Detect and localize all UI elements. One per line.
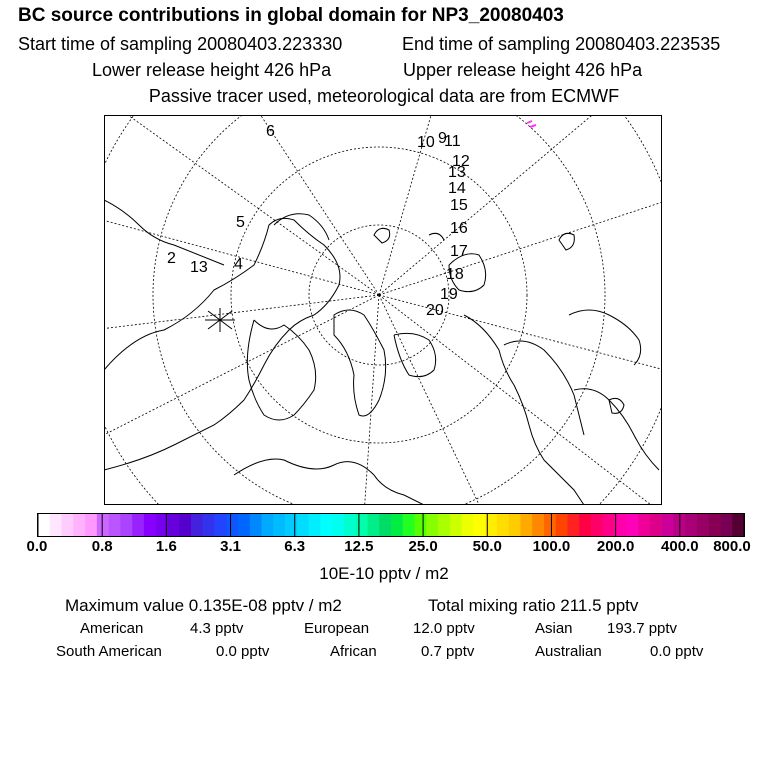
color-scale-swatch xyxy=(250,514,262,536)
color-scale-swatch xyxy=(38,514,50,536)
color-scale-swatch xyxy=(109,514,121,536)
region-african-label: African xyxy=(330,643,377,660)
color-scale-tick-label: 50.0 xyxy=(472,538,502,555)
color-scale-swatch xyxy=(379,514,391,536)
color-scale-swatch xyxy=(650,514,662,536)
color-scale-unit: 10E-10 pptv / m2 xyxy=(319,564,449,583)
color-scale-tick-label: 800.0 xyxy=(713,538,751,555)
map-title: BC source contributions in global domain for NP3_20080403 xyxy=(18,5,564,26)
lower-release-label: Lower release height 426 hPa xyxy=(92,60,332,80)
upper-release-label: Upper release height 426 hPa xyxy=(403,60,643,80)
color-scale-tick-label: 400.0 xyxy=(661,538,699,555)
traj-label-5: 5 xyxy=(236,214,245,231)
color-scale-tick-label: 12.5 xyxy=(344,538,374,555)
region-european-value: 12.0 pptv xyxy=(413,620,475,637)
color-scale-swatch xyxy=(638,514,650,536)
color-scale-swatch xyxy=(532,514,544,536)
traj-label-15: 15 xyxy=(450,197,468,214)
color-scale-swatch xyxy=(732,514,744,536)
traj-label-6: 6 xyxy=(266,123,275,140)
color-scale-tick-label: 0.0 xyxy=(26,538,48,555)
color-scale-swatch xyxy=(415,514,427,536)
traj-label-19: 19 xyxy=(440,286,458,303)
color-scale-swatch xyxy=(568,514,580,536)
color-scale-swatch xyxy=(226,514,238,536)
color-scale-swatch xyxy=(662,514,674,536)
color-scale-swatch xyxy=(297,514,309,536)
region-australian-label: Australian xyxy=(535,643,602,660)
end-time-label: End time of sampling 20080403.223535 xyxy=(402,34,721,54)
color-scale-tick-label: 200.0 xyxy=(596,538,635,555)
color-scale-tick-label: 25.0 xyxy=(408,538,438,555)
source-marker xyxy=(205,308,235,332)
color-scale-swatch xyxy=(544,514,556,536)
color-scale-swatch xyxy=(438,514,450,536)
color-scale-swatch xyxy=(62,514,74,536)
color-scale-swatch xyxy=(697,514,709,536)
color-scale-swatch xyxy=(367,514,379,536)
start-time-label: Start time of sampling 20080403.223330 xyxy=(18,34,343,54)
region-australian-value: 0.0 pptv xyxy=(650,643,704,660)
color-scale-swatch xyxy=(273,514,285,536)
color-scale-swatch xyxy=(144,514,156,536)
color-scale-swatch xyxy=(509,514,521,536)
color-scale-swatch xyxy=(50,514,62,536)
color-scale-swatch xyxy=(356,514,368,536)
color-scale-swatch xyxy=(520,514,532,536)
traj-label-2: 2 xyxy=(167,250,176,267)
color-scale-swatch xyxy=(215,514,227,536)
traj-label-11: 11 xyxy=(444,133,461,150)
color-scale-swatch xyxy=(97,514,109,536)
color-scale-swatch xyxy=(497,514,509,536)
color-scale-swatch xyxy=(320,514,332,536)
traj-label-12: 12 xyxy=(452,153,470,170)
color-scale-bar xyxy=(37,513,745,537)
total-mixing-ratio-label: Total mixing ratio 211.5 pptv xyxy=(428,596,639,615)
region-asian-value: 193.7 pptv xyxy=(607,620,678,637)
region-european-label: European xyxy=(304,620,370,637)
color-scale-swatch xyxy=(626,514,638,536)
color-scale-swatch xyxy=(426,514,438,536)
color-scale-swatch xyxy=(120,514,132,536)
color-scale-swatch xyxy=(462,514,474,536)
traj-label-14: 14 xyxy=(448,180,466,197)
color-scale-swatch xyxy=(167,514,179,536)
color-scale-swatch xyxy=(73,514,85,536)
color-scale-swatch xyxy=(285,514,297,536)
color-scale-swatch xyxy=(720,514,732,536)
color-scale-swatch xyxy=(203,514,215,536)
color-scale-swatch xyxy=(262,514,274,536)
region-south-american-value: 0.0 pptv xyxy=(216,643,270,660)
traj-label-13a: 13 xyxy=(190,259,208,276)
traj-label-9: 9 xyxy=(438,130,447,147)
region-american-label: American xyxy=(80,620,144,637)
passive-tracer-note: Passive tracer used, meteorological data are from ECMWF xyxy=(148,86,620,106)
color-scale-tick-label: 1.6 xyxy=(155,538,177,555)
color-scale-swatch xyxy=(579,514,591,536)
color-scale-swatch xyxy=(332,514,344,536)
color-scale-swatch xyxy=(132,514,144,536)
color-scale-swatch xyxy=(85,514,97,536)
polar-map xyxy=(104,115,662,505)
region-south-american-label: South American xyxy=(56,643,162,660)
color-scale-tick-label: 100.0 xyxy=(532,538,571,555)
color-scale-swatch xyxy=(179,514,191,536)
color-scale-swatch xyxy=(391,514,403,536)
color-scale-swatch xyxy=(685,514,697,536)
color-scale-swatch xyxy=(591,514,603,536)
traj-label-10: 10 xyxy=(417,134,435,151)
traj-label-20: 20 xyxy=(426,302,444,319)
color-scale-tick-label: 6.3 xyxy=(284,538,306,555)
color-scale-swatch xyxy=(238,514,250,536)
color-scale-swatch xyxy=(309,514,321,536)
region-african-value: 0.7 pptv xyxy=(421,643,475,660)
color-scale-swatch xyxy=(191,514,203,536)
color-scale-swatch xyxy=(615,514,627,536)
color-scale-swatch xyxy=(473,514,485,536)
traj-label-18: 18 xyxy=(446,266,464,283)
color-scale-swatch xyxy=(344,514,356,536)
traj-label-16: 16 xyxy=(450,220,468,237)
color-scale-swatch xyxy=(603,514,615,536)
color-scale-ticks xyxy=(0,538,768,560)
color-scale-swatch xyxy=(403,514,415,536)
color-scale-swatch xyxy=(709,514,721,536)
region-american-value: 4.3 pptv xyxy=(190,620,244,637)
color-scale-tick-label: 3.1 xyxy=(220,538,241,555)
traj-label-4: 4 xyxy=(234,256,243,273)
traj-label-13b: 13 xyxy=(448,164,466,181)
color-scale-tick-label: 0.8 xyxy=(91,538,113,555)
traj-label-17: 17 xyxy=(450,243,468,260)
max-value-label: Maximum value 0.135E-08 pptv / m2 xyxy=(65,596,342,615)
color-scale-swatch xyxy=(556,514,568,536)
color-scale-swatch xyxy=(450,514,462,536)
region-asian-label: Asian xyxy=(535,620,573,637)
